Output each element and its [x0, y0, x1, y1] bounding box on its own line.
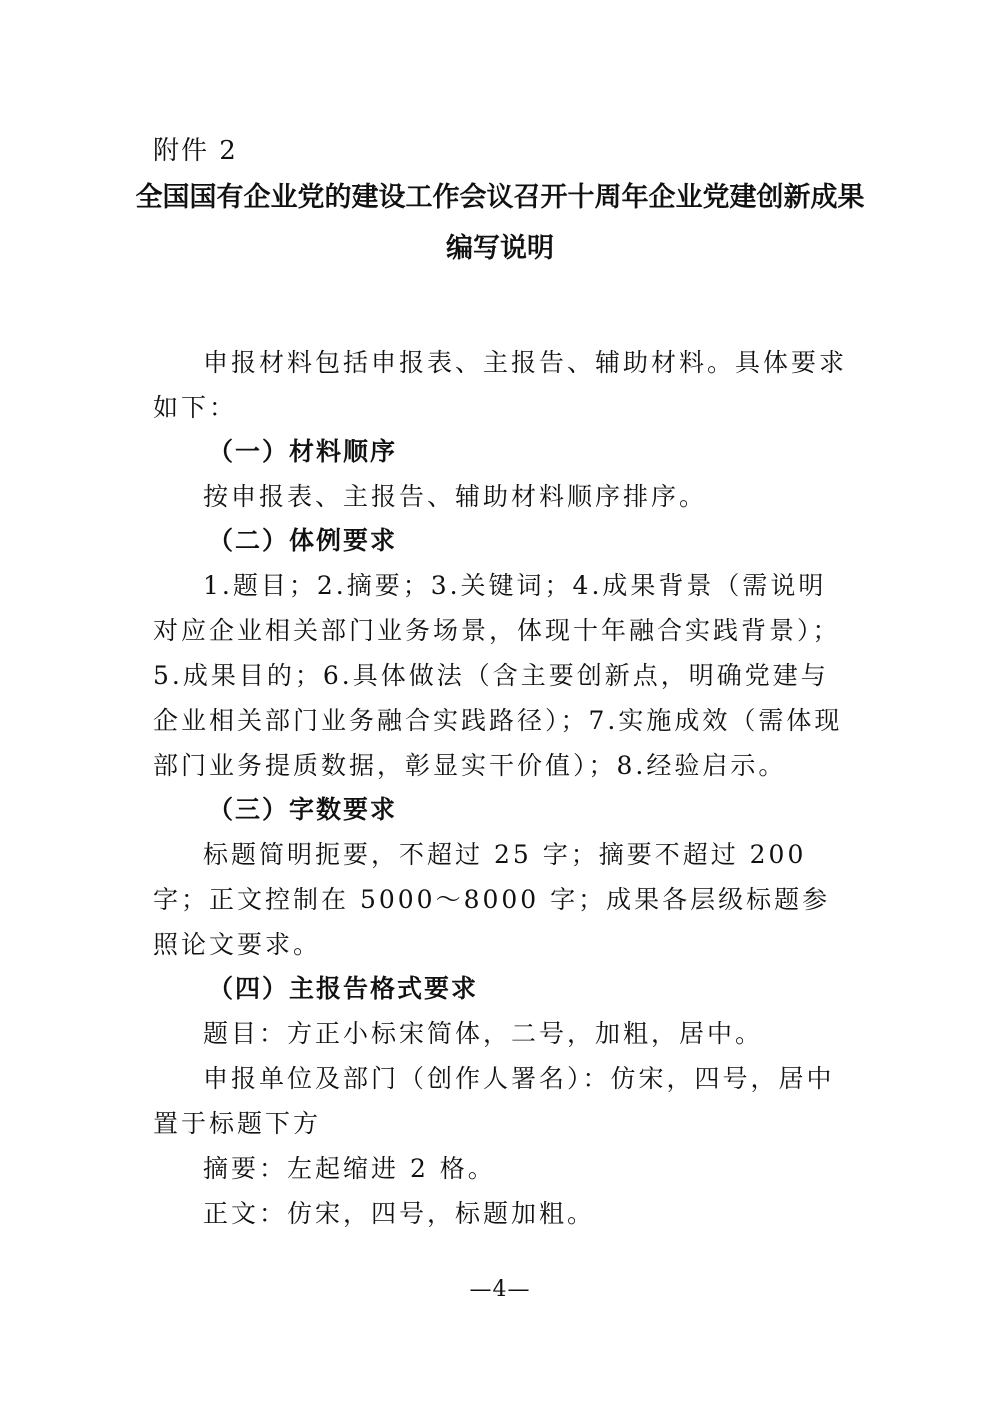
document-title-line-1: 全国国有企业党的建设工作会议召开十周年企业党建创新成果	[135, 182, 865, 213]
section-heading-3: （三）字数要求	[208, 795, 398, 824]
section-4-paragraph-abstract-format: 摘要：左起缩进 2 格。	[203, 1154, 496, 1183]
section-heading-1: （一）材料顺序	[208, 437, 398, 466]
section-4-paragraph-body-format: 正文：仿宋，四号，标题加粗。	[203, 1199, 596, 1228]
intro-paragraph: 申报材料包括申报表、主报告、辅助材料。具体要求如下：	[153, 348, 848, 422]
document-title-line-2: 编写说明	[446, 233, 554, 264]
attachment-label: 附件 2	[153, 136, 238, 166]
page-number: —4—	[469, 1277, 531, 1302]
document-body	[153, 340, 850, 1236]
section-heading-2: （二）体例要求	[208, 526, 398, 555]
section-3-paragraph: 标题简明扼要，不超过 25 字；摘要不超过 200 字；正文控制在 5000～8000 字；成果各层级标题参照论文要求。	[153, 840, 831, 959]
section-4-paragraph-title-format: 题目：方正小标宋简体，二号，加粗，居中。	[203, 1019, 764, 1048]
section-1-paragraph: 按申报表、主报告、辅助材料顺序排序。	[203, 482, 708, 511]
section-2-paragraph: 1.题目；2.摘要；3.关键词；4.成果背景（需说明对应企业相关部门业务场景，体现十年融合实践背景）；5.成果目的；6.具体做法（含主要创新点，明确党建与企业相关部门业务融合实践路径）；7.实施成效（需体现部门业务提质数据，彰显实干价值）；8.经验启示。	[153, 571, 843, 780]
section-4-paragraph-unit-format: 申报单位及部门（创作人署名）：仿宋，四号，居中置于标题下方	[153, 1064, 835, 1138]
section-heading-4: （四）主报告格式要求	[208, 974, 479, 1003]
